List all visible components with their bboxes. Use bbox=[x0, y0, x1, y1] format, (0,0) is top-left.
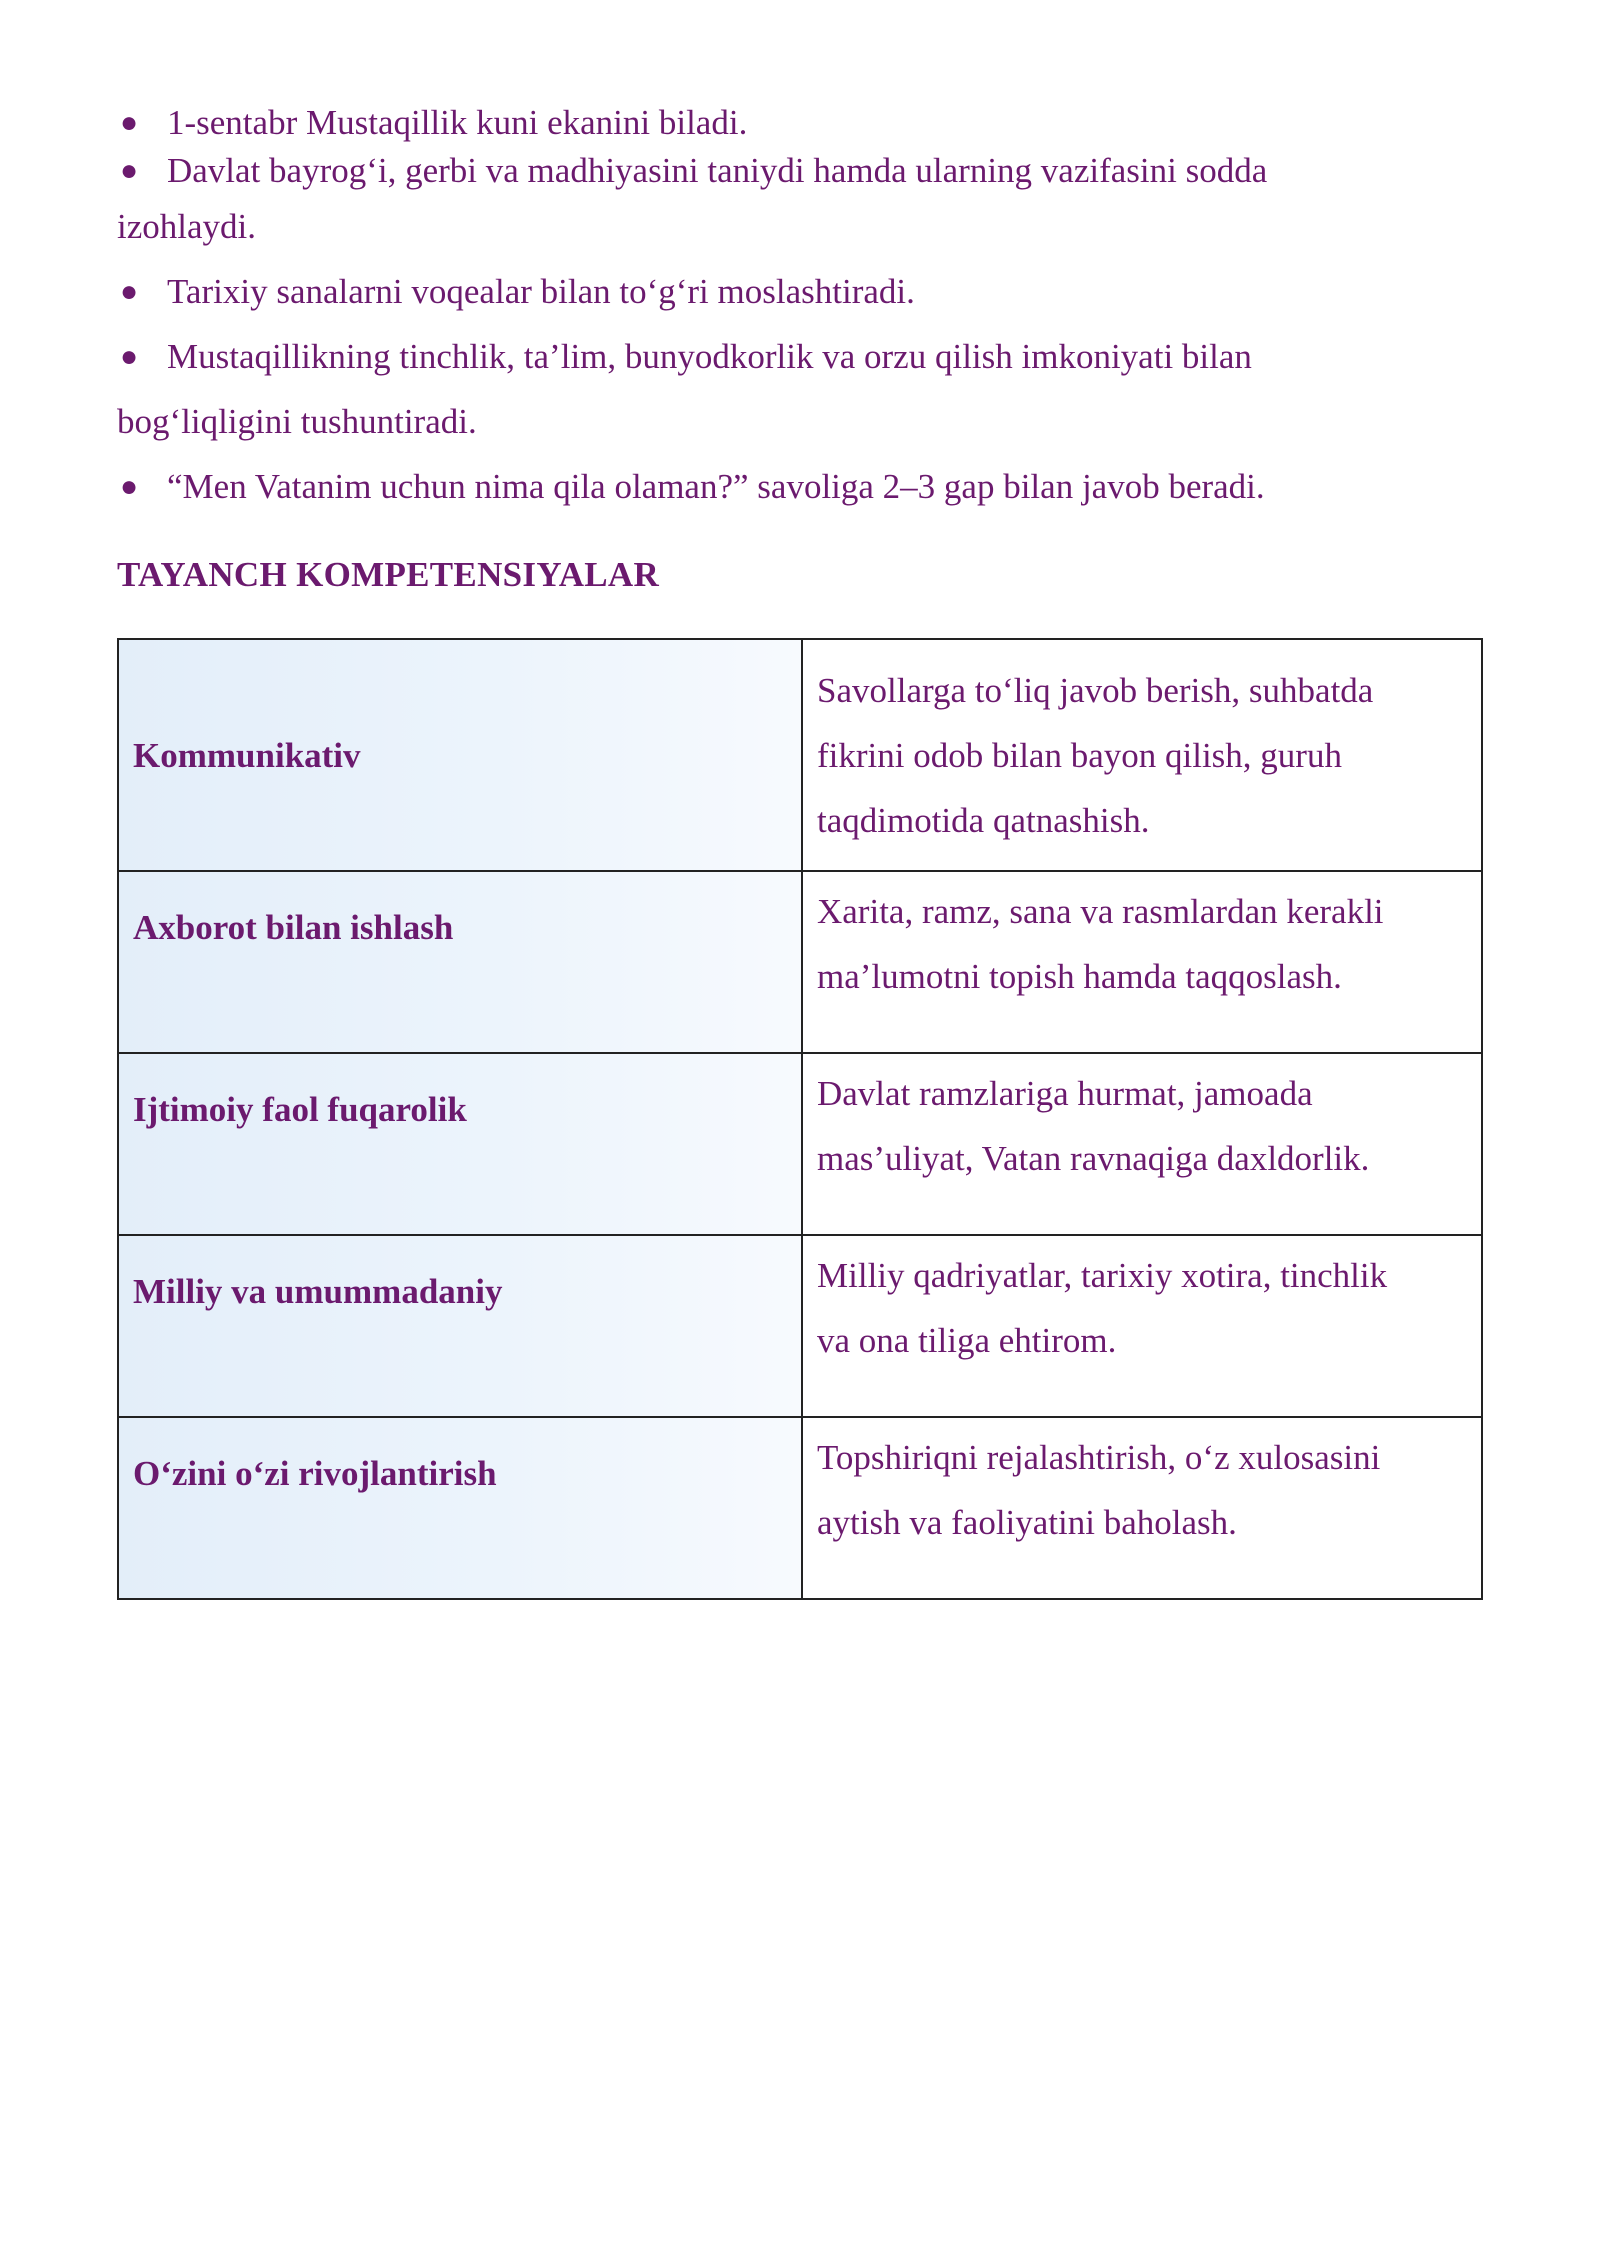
description-line: Davlat ramzlariga hurmat, jamoada bbox=[817, 1074, 1313, 1113]
list-item-text: Davlat bayrog‘i, gerbi va madhiyasini taniydi hamda ularning vazifasini sodda bbox=[167, 151, 1268, 190]
competency-name: O‘zini o‘zi rivojlantirish bbox=[118, 1417, 802, 1599]
competency-description bbox=[802, 871, 1482, 1053]
description-line: fikrini odob bilan bayon qilish, guruh bbox=[817, 735, 1342, 775]
competency-description bbox=[802, 1053, 1482, 1235]
description-line: Milliy qadriyatlar, tarixiy xotira, tinchlik bbox=[817, 1256, 1388, 1295]
description-line: ma’lumotni topish hamda taqqoslash. bbox=[817, 957, 1342, 996]
section-heading: TAYANCH KOMPETENSIYALAR bbox=[117, 555, 660, 594]
bullet-icon: ● bbox=[120, 106, 139, 139]
description-line: mas’uliyat, Vatan ravnaqiga daxldorlik. bbox=[817, 1139, 1370, 1178]
table-row bbox=[118, 1053, 1482, 1235]
list-item-text: Tarixiy sanalarni voqealar bilan to‘g‘ri moslashtiradi. bbox=[167, 272, 915, 311]
description-line: Topshiriqni rejalashtirish, o‘z xulosasini bbox=[817, 1438, 1381, 1477]
bullet-icon: ● bbox=[120, 275, 139, 308]
list-item bbox=[117, 454, 1407, 519]
bullet-icon: ● bbox=[120, 340, 139, 373]
table-row bbox=[118, 639, 1482, 871]
description-line: Xarita, ramz, sana va rasmlardan kerakli bbox=[817, 892, 1384, 931]
competency-description bbox=[802, 639, 1482, 871]
description-line: va ona tiliga ehtirom. bbox=[817, 1321, 1117, 1360]
table-row bbox=[118, 871, 1482, 1053]
list-item-text: “Men Vatanim uchun nima qila olaman?” savoliga 2–3 gap bilan javob beradi. bbox=[167, 467, 1265, 506]
list-item-text-continued: izohlaydi. bbox=[117, 207, 256, 246]
table-row bbox=[118, 1417, 1482, 1599]
competency-name: Ijtimoiy faol fuqarolik bbox=[118, 1053, 802, 1235]
description-line: aytish va faoliyatini baholash. bbox=[817, 1503, 1237, 1542]
list-item bbox=[117, 259, 1407, 324]
list-item-text: 1-sentabr Mustaqillik kuni ekanini biladi. bbox=[167, 103, 748, 142]
description-line: Savollarga to‘liq javob berish, suhbatda bbox=[817, 670, 1374, 710]
list-item bbox=[117, 98, 1407, 148]
competency-name: Kommunikativ bbox=[118, 639, 802, 871]
learning-outcomes-list bbox=[117, 98, 1407, 519]
bullet-icon: ● bbox=[120, 154, 139, 187]
competency-description bbox=[802, 1235, 1482, 1417]
list-item-text: Mustaqillikning tinchlik, ta’lim, bunyodkorlik va orzu qilish imkoniyati bilan bbox=[167, 337, 1252, 376]
bullet-icon: ● bbox=[120, 470, 139, 503]
description-line: taqdimotida qatnashish. bbox=[817, 800, 1150, 840]
list-item bbox=[117, 324, 1407, 454]
competency-description bbox=[802, 1417, 1482, 1599]
competency-name: Milliy va umummadaniy bbox=[118, 1235, 802, 1417]
competencies-table bbox=[117, 638, 1483, 1600]
list-item bbox=[117, 148, 1407, 259]
list-item-text-continued: bog‘liqligini tushuntiradi. bbox=[117, 402, 477, 441]
competency-name: Axborot bilan ishlash bbox=[118, 871, 802, 1053]
table-row bbox=[118, 1235, 1482, 1417]
